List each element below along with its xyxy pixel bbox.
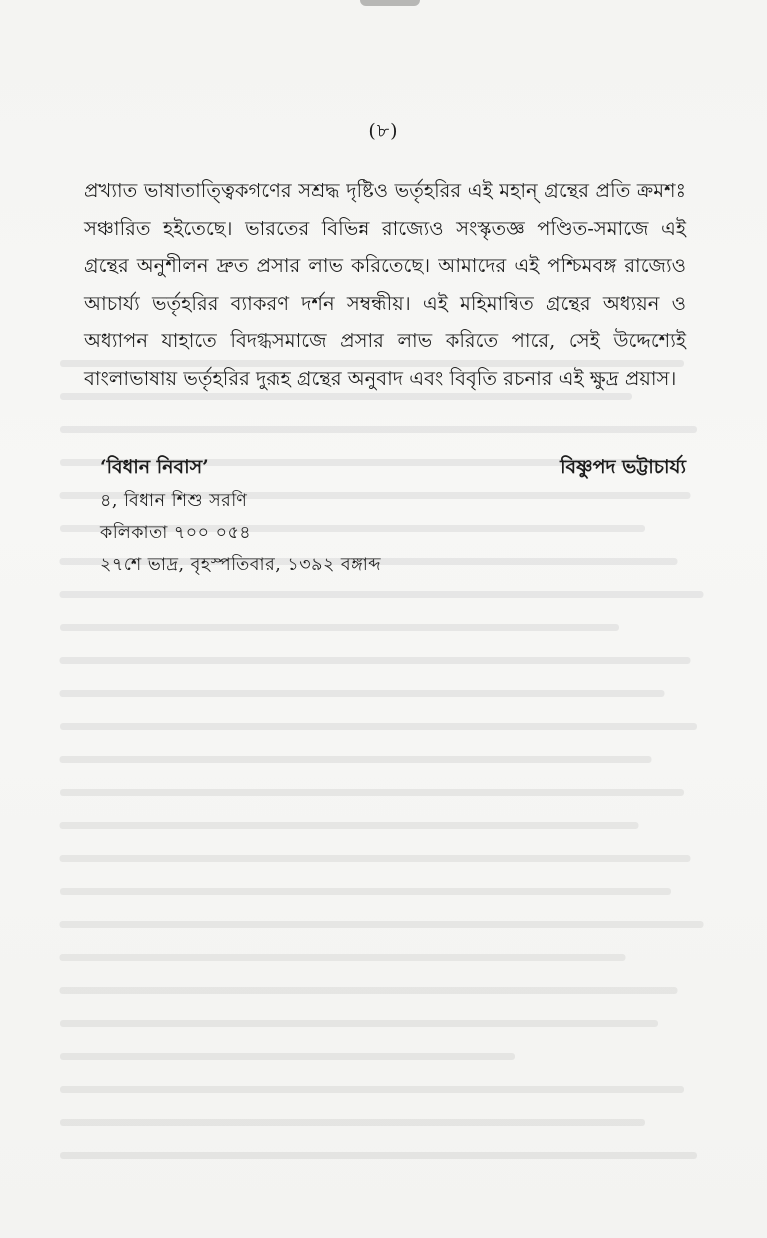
signature-header-row xyxy=(100,453,686,485)
binding-shadow xyxy=(360,0,420,6)
body-paragraph: প্রখ্যাত ভাষাতাত্ত্বিকগণের সশ্রদ্ধ দৃষ্টিও ভর্তৃহরির এই মহান্ গ্রন্থের প্রতি ক্রমশঃ সঞ্চারিত হইতেছে। ভারতের বিভিন্ন রাজ্যেও সংস্কৃতজ্ঞ পণ্ডিত-সমাজে এই গ্রন্থের অনুশীলন দ্রুত প্রসার লাভ করিতেছে। আমাদের এই পশ্চিমবঙ্গ রাজ্যেও আচার্য্য ভর্তৃহরির ব্যাকরণ দর্শন সম্বন্ধীয়। এই মহিমান্বিত গ্রন্থের অধ্যয়ন ও অধ্যাপন যাহাতে বিদগ্ধসমাজে প্রসার লাভ করিতে পারে, সেই উদ্দেশ্যেই বাংলাভাষায় ভর্তৃহরির দুরূহ গ্রন্থের অনুবাদ এবং বিবৃতি রচনার এই ক্ষুদ্র প্রয়াস। xyxy=(84,179,686,390)
address-line-city: কলিকাতা ৭০০ ০৫৪ xyxy=(100,523,252,543)
signature-block xyxy=(100,453,686,581)
author-name: বিষ্ণুপদ ভট্টাচার্য্য xyxy=(560,456,686,478)
address-line-street: ৪, বিধান শিশু সরণি xyxy=(100,491,248,511)
page-number: (৮) xyxy=(368,120,399,142)
house-name: ‘বিধান নিবাস’ xyxy=(100,456,209,478)
address-line-date: ২৭শে ভাদ্র, বৃহস্পতিবার, ১৩৯২ বঙ্গাব্দ xyxy=(100,555,382,575)
